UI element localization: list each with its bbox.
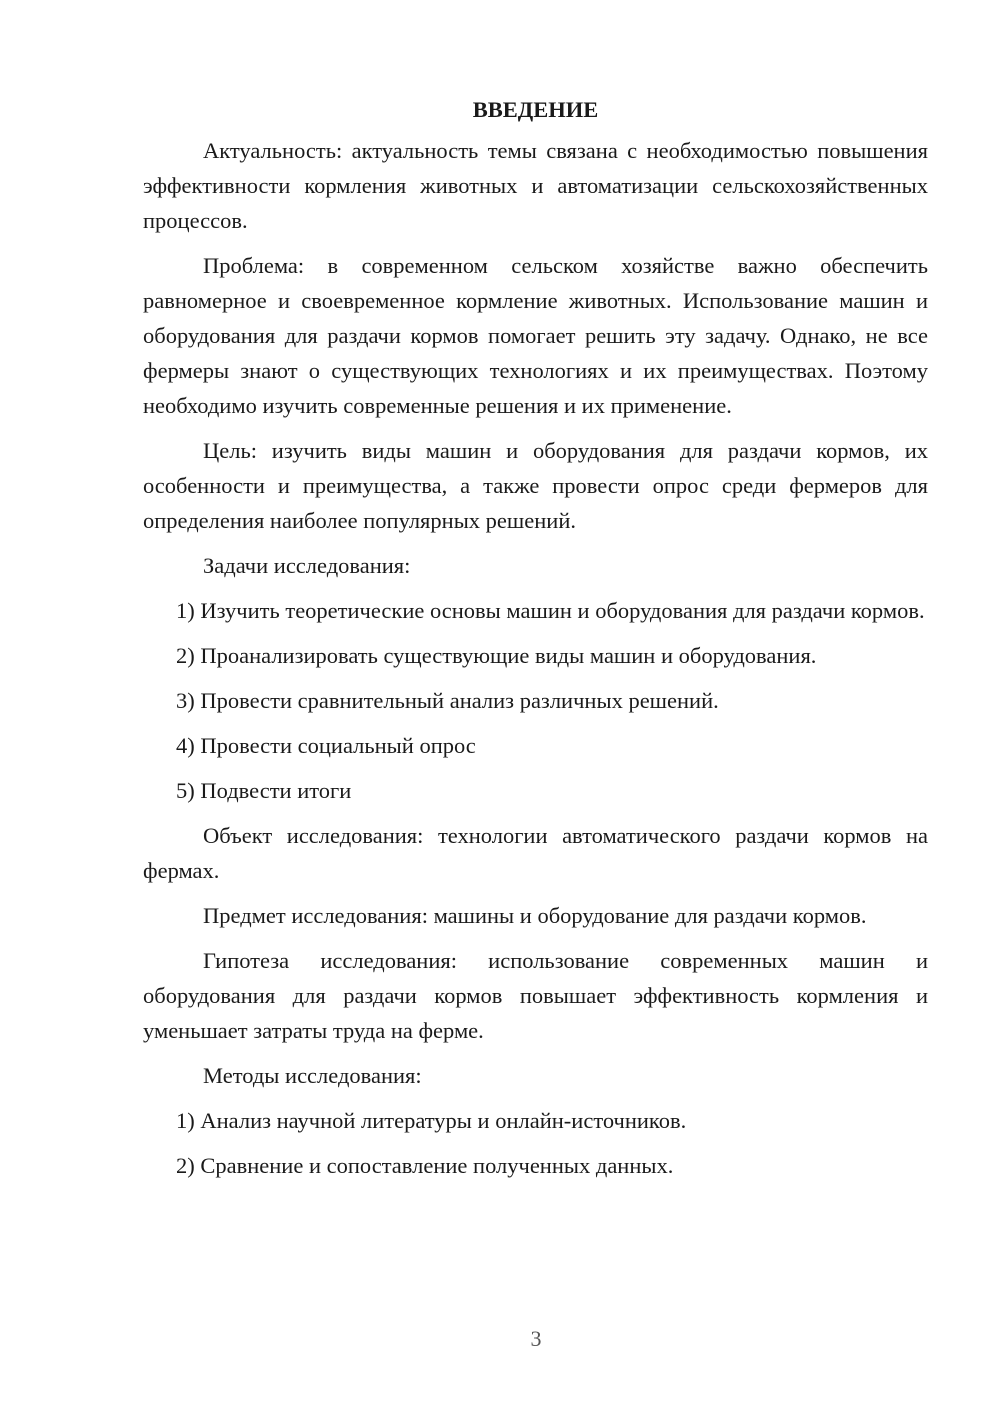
paragraph-hypothesis: Гипотеза исследования: использование современных машин и оборудования для раздачи кормов повышает эффективность кормления и уменьшает затраты труда на ферме. <box>143 948 928 1043</box>
paragraph-object: Объект исследования: технологии автоматического раздачи кормов на фермах. <box>143 823 928 883</box>
page-title: ВВЕДЕНИЕ <box>472 97 599 122</box>
tasks-heading: Задачи исследования: <box>203 553 411 578</box>
methods-heading: Методы исследования: <box>203 1063 422 1088</box>
page-number: 3 <box>530 1326 542 1351</box>
method-item-2: 2) Сравнение и сопоставление полученных данных. <box>176 1153 674 1178</box>
paragraph-problem: Проблема: в современном сельском хозяйстве важно обеспечить равномерное и своевременное кормление животных. Использование машин и оборудования для раздачи кормов помогает решить эту задачу. Однако, не все фермеры знают о существующих технологиях и их преимуществах. Поэтому необходимо изучить современные решения и их применение. <box>143 253 928 418</box>
task-item-3: 3) Провести сравнительный анализ различных решений. <box>176 688 719 713</box>
page-content <box>143 92 928 1193</box>
method-item-1: 1) Анализ научной литературы и онлайн-источников. <box>176 1108 687 1133</box>
task-item-2: 2) Проанализировать существующие виды машин и оборудования. <box>176 643 817 668</box>
paragraph-goal: Цель: изучить виды машин и оборудования для раздачи кормов, их особенности и преимущества, а также провести опрос среди фермеров для определения наиболее популярных решений. <box>143 438 928 533</box>
task-item-1: 1) Изучить теоретические основы машин и оборудования для раздачи кормов. <box>176 598 925 623</box>
task-item-4: 4) Провести социальный опрос <box>176 733 476 758</box>
paragraph-relevance: Актуальность: актуальность темы связана с необходимостью повышения эффективности кормления животных и автоматизации сельскохозяйственных процессов. <box>143 138 928 233</box>
paragraph-subject: Предмет исследования: машины и оборудование для раздачи кормов. <box>203 903 867 928</box>
task-item-5: 5) Подвести итоги <box>176 778 352 803</box>
